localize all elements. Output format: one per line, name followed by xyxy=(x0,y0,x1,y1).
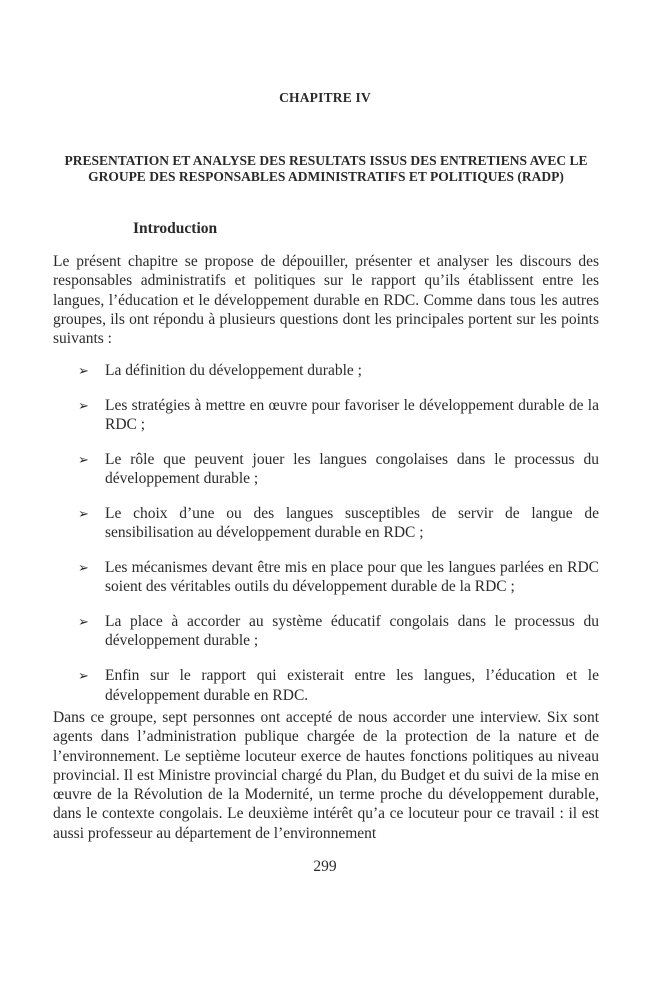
arrow-bullet-icon: ➢ xyxy=(78,363,89,378)
list-item xyxy=(78,450,599,489)
chapter-heading: CHAPITRE IV xyxy=(279,90,371,105)
list-item xyxy=(78,396,599,435)
arrow-bullet-icon: ➢ xyxy=(78,560,89,576)
list-item-text: La définition du développement durable ; xyxy=(105,362,362,379)
list-item xyxy=(78,666,599,705)
bullet-list xyxy=(78,361,599,720)
arrow-bullet-icon: ➢ xyxy=(78,668,89,684)
list-item-text: Le rôle que peuvent jouer les langues congolaises dans le processus du développement durable ; xyxy=(105,450,599,488)
list-item-text: Le choix d’une ou des langues susceptibles de servir de langue de sensibilisation au développement durable en RDC ; xyxy=(105,504,599,542)
chapter-title: PRESENTATION ET ANALYSE DES RESULTATS ISSUS DES ENTRETIENS AVEC LE GROUPE DES RESPONSABLES ADMINISTRATIFS ET POLITIQUES (RADP) xyxy=(64,153,588,184)
arrow-bullet-icon: ➢ xyxy=(78,451,89,467)
list-item xyxy=(78,612,599,651)
page-number: 299 xyxy=(313,858,337,875)
section-heading: Introduction xyxy=(133,220,218,237)
closing-paragraph: Dans ce groupe, sept personnes ont accepté de nous accorder une interview. Six sont agents dans l’administration publique chargée de la protection de la nature et de l’environnement. Le septième locuteur exerce de hautes fonctions politiques au niveau provincial. Il est Ministre provincial chargé du Plan, du Budget et du suivi de la mise en œuvre de la Révolution de la Modernité, un terme proche du développement durable, dans le contexte congolais. Le deuxième intérêt qu’a ce locuteur pour ce travail : il est aussi professeur au département de l’environnement xyxy=(53,709,599,842)
list-item-text: Les stratégies à mettre en œuvre pour favoriser le développement durable de la RDC ; xyxy=(105,396,599,434)
arrow-bullet-icon: ➢ xyxy=(78,397,89,413)
list-item xyxy=(78,504,599,543)
list-item-text: Enfin sur le rapport qui existerait entre les langues, l’éducation et le développement durable en RDC. xyxy=(105,667,599,704)
list-item-text: La place à accorder au système éducatif congolais dans le processus du développement durable ; xyxy=(105,613,599,650)
list-item-text: Les mécanismes devant être mis en place pour que les langues parlées en RDC soient des véritables outils du développement durable de la RDC ; xyxy=(105,559,599,596)
list-item xyxy=(78,558,599,597)
arrow-bullet-icon: ➢ xyxy=(78,505,89,521)
intro-paragraph: Le présent chapitre se propose de dépouiller, présenter et analyser les discours des responsables administratifs et politiques sur le rapport qu’ils établissent entre les langues, l’éducation et le développement durable en RDC. Comme dans tous les autres groupes, ils ont répondu à plusieurs questions dont les principales portent sur les points suivants : xyxy=(53,253,599,348)
arrow-bullet-icon: ➢ xyxy=(78,614,89,630)
list-item xyxy=(78,361,599,380)
